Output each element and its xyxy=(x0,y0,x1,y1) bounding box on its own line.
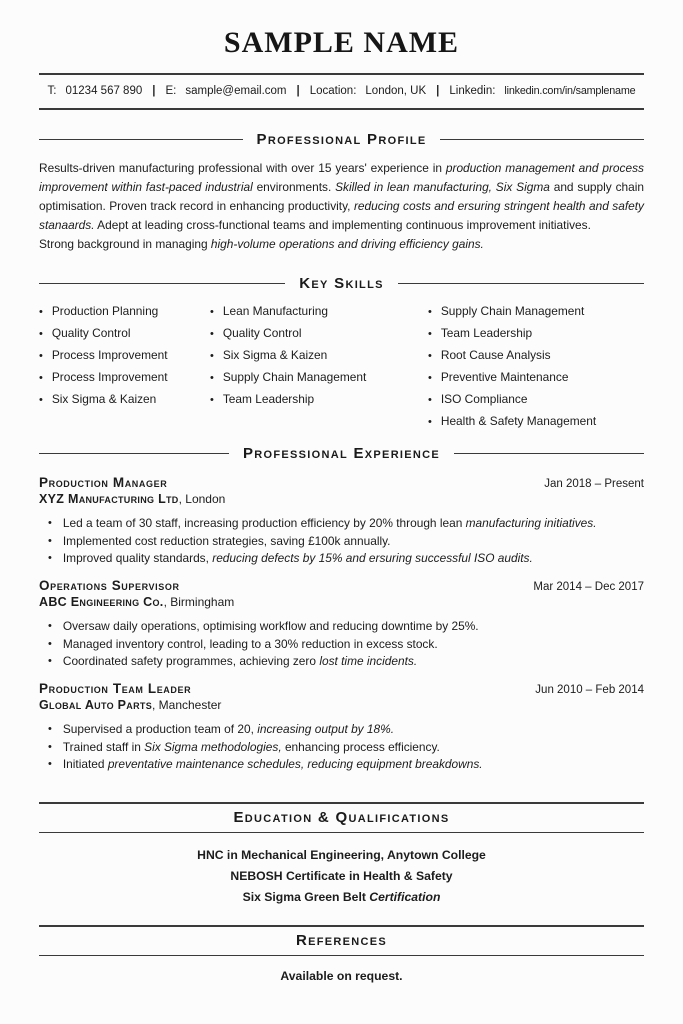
job-header xyxy=(39,578,644,593)
bullet-text xyxy=(63,758,483,771)
skill-item xyxy=(428,415,644,429)
skill-item xyxy=(210,349,428,363)
job-entry xyxy=(39,681,644,771)
skill-label: ISO Compliance xyxy=(440,392,528,406)
bullet-icon: • xyxy=(48,620,52,632)
company-name: Global Auto Parts xyxy=(39,698,152,712)
job-bullet xyxy=(39,638,644,651)
bullet-icon: • xyxy=(39,372,43,384)
skill-label: Supply Chain Management xyxy=(222,370,367,384)
skill-item xyxy=(428,349,644,363)
text-segment: manufacturing initiatives. xyxy=(465,516,597,530)
bullet-icon: • xyxy=(39,306,43,318)
job-bullet xyxy=(39,758,644,771)
text-segment: Coordinated safety programmes, achieving zero xyxy=(62,654,320,668)
bullet-icon: • xyxy=(48,534,52,547)
bullet-text xyxy=(63,741,440,754)
job-entry xyxy=(39,578,644,668)
skill-item xyxy=(39,349,210,363)
text-segment: Led a team of 30 staff, increasing production efficiency by 20% through lean xyxy=(62,516,466,530)
skill-item xyxy=(210,305,428,319)
skill-label: Six Sigma & Kaizen xyxy=(222,348,328,362)
bullet-text xyxy=(63,655,417,668)
text-segment: Oversaw daily operations, optimising workflow and reducing downtime by 25%. xyxy=(62,619,479,633)
skill-label: Production Planning xyxy=(51,304,159,318)
text-segment: environments. xyxy=(256,180,336,194)
skill-item xyxy=(210,327,428,341)
skill-label: Preventive Maintenance xyxy=(440,370,569,384)
contact-value: linkedin.com/in/samplename xyxy=(504,85,636,97)
skill-item xyxy=(428,327,644,341)
profile-paragraph xyxy=(39,235,644,254)
skill-label: Six Sigma & Kaizen xyxy=(51,392,157,406)
contact-value: London, UK xyxy=(365,85,427,97)
text-segment: Six Sigma methodologies, xyxy=(144,739,282,754)
contact-separator: | xyxy=(152,85,156,97)
job-bullet xyxy=(39,741,644,754)
section-title-education: Education & Qualifications xyxy=(233,809,450,826)
section-title-experience: Professional Experience xyxy=(242,445,441,462)
job-entry xyxy=(39,475,644,565)
bullet-icon: • xyxy=(39,350,43,362)
bullet-icon: • xyxy=(428,306,432,318)
section-header-profile xyxy=(39,131,644,148)
bullet-icon: • xyxy=(39,328,43,340)
bullet-icon: • xyxy=(48,723,52,735)
job-dates: Jun 2010 – Feb 2014 xyxy=(535,684,644,696)
job-bullet-list xyxy=(39,620,644,668)
skill-item xyxy=(428,305,644,319)
bullet-icon: • xyxy=(210,372,214,384)
text-segment: increasing output by 18%. xyxy=(257,722,395,736)
divider xyxy=(39,453,229,454)
job-header xyxy=(39,681,644,696)
job-title: Operations Supervisor xyxy=(39,578,180,593)
bullet-icon: • xyxy=(48,655,52,667)
text-segment: high-volume operations and driving efficiency gains. xyxy=(210,237,484,251)
text-segment: Managed inventory control, leading to a 30% reduction in excess stock. xyxy=(62,636,438,651)
bullet-icon: • xyxy=(210,306,214,318)
bullet-icon: • xyxy=(48,637,52,650)
skills-column-3 xyxy=(428,305,644,437)
skill-item xyxy=(210,371,428,385)
bullet-text xyxy=(63,517,597,530)
section-header-experience xyxy=(39,445,644,462)
job-dates: Mar 2014 – Dec 2017 xyxy=(533,581,644,593)
contact-label: T: xyxy=(47,85,57,97)
bullet-icon: • xyxy=(48,517,52,529)
bullet-icon: • xyxy=(48,740,52,753)
text-segment: lost time incidents. xyxy=(319,654,418,668)
job-bullet xyxy=(39,517,644,530)
section-title-skills: Key Skills xyxy=(299,275,384,292)
skills-grid xyxy=(39,305,644,437)
bullet-icon: • xyxy=(39,394,43,406)
company-name: XYZ Manufacturing Ltd xyxy=(39,492,179,506)
skills-column-2 xyxy=(210,305,428,437)
text-segment: Certification xyxy=(369,890,441,904)
skill-label: Quality Control xyxy=(222,326,302,340)
contact-value: 01234 567 890 xyxy=(65,85,143,97)
profile-text xyxy=(39,159,644,254)
contact-value: sample@email.com xyxy=(185,85,287,97)
bullet-text xyxy=(63,620,479,633)
references-text: Available on request. xyxy=(280,969,403,983)
bullet-icon: • xyxy=(48,758,52,770)
contact-separator: | xyxy=(296,85,300,97)
text-segment: NEBOSH Certificate in Health & Safety xyxy=(230,869,453,883)
education-item xyxy=(39,887,644,908)
text-segment: production management and process improvement within fast-paced industrial xyxy=(39,161,644,194)
section-header-education xyxy=(39,802,644,833)
skill-item xyxy=(428,393,644,407)
bullet-icon: • xyxy=(428,394,432,406)
profile-paragraph xyxy=(39,159,644,235)
section-title-references: References xyxy=(295,932,388,949)
text-segment: Trained staff in xyxy=(62,739,145,754)
company-location: , Birmingham xyxy=(163,595,235,609)
contact-label: E: xyxy=(165,85,177,97)
job-company xyxy=(39,698,644,712)
skill-label: Health & Safety Management xyxy=(440,414,597,428)
divider xyxy=(39,283,285,284)
text-segment: Strong background in managing xyxy=(39,237,211,251)
skill-item xyxy=(39,393,210,407)
education-item xyxy=(39,866,644,887)
job-title: Production Manager xyxy=(39,475,168,490)
company-location: , London xyxy=(178,492,226,506)
divider xyxy=(454,453,644,454)
divider xyxy=(398,283,644,284)
text-segment: reducing defects by 15% and ersuring successful ISO audits. xyxy=(212,551,533,565)
text-segment: preventative maintenance schedules, reducing equipment breakdowns. xyxy=(107,757,483,771)
bullet-text xyxy=(63,535,391,548)
skill-label: Team Leadership xyxy=(222,392,315,406)
divider xyxy=(39,139,243,140)
company-name: ABC Engineering Co. xyxy=(39,595,164,609)
text-segment: and supply chain optimisation. Proven track record in enhancing productivity, xyxy=(39,180,644,213)
text-segment: enhancing process efficiency. xyxy=(281,739,440,754)
divider xyxy=(440,139,644,140)
bullet-text xyxy=(63,723,394,736)
job-dates: Jan 2018 – Present xyxy=(544,478,644,490)
text-segment: Initiated xyxy=(62,757,108,771)
bullet-text xyxy=(63,638,438,651)
skill-item xyxy=(39,305,210,319)
text-segment: Adept at leading cross-functional teams and implementing continuous improvement initiatives. xyxy=(94,218,591,232)
contact-label: Location: xyxy=(309,85,357,97)
skill-label: Supply Chain Management xyxy=(440,304,585,318)
job-bullet-list xyxy=(39,517,644,565)
bullet-icon: • xyxy=(428,350,432,362)
bullet-icon: • xyxy=(428,416,432,428)
skill-item xyxy=(210,393,428,407)
job-bullet xyxy=(39,535,644,548)
skill-label: Process Improvement xyxy=(51,370,168,384)
bullet-text xyxy=(63,552,533,565)
section-header-skills xyxy=(39,275,644,292)
experience-jobs xyxy=(39,475,644,771)
contact-bar xyxy=(39,75,644,108)
text-segment: Implemented cost reduction strategies, saving £100k annually. xyxy=(62,533,391,548)
job-bullet xyxy=(39,723,644,736)
section-title-profile: Professional Profile xyxy=(256,131,427,148)
job-bullet xyxy=(39,655,644,668)
skill-label: Root Cause Analysis xyxy=(440,348,551,362)
text-segment: HNC in Mechanical Engineering, Anytown College xyxy=(197,848,486,862)
bullet-icon: • xyxy=(428,372,432,384)
divider xyxy=(39,108,644,110)
bullet-icon: • xyxy=(210,328,214,340)
skill-item xyxy=(428,371,644,385)
page-title: SAMPLE NAME xyxy=(223,26,460,59)
skill-label: Quality Control xyxy=(51,326,131,340)
education-items xyxy=(39,833,644,924)
section-header-references xyxy=(39,925,644,956)
skill-label: Process Improvement xyxy=(51,348,168,362)
job-company xyxy=(39,595,644,609)
skill-item xyxy=(39,327,210,341)
text-segment: Supervised a production team of 20, xyxy=(62,722,258,736)
text-segment: Skilled in lean manufacturing, Six Sigma xyxy=(335,180,554,194)
education-item xyxy=(39,845,644,866)
skill-item xyxy=(39,371,210,385)
contact-separator: | xyxy=(436,85,440,97)
text-segment: Results-driven manufacturing professional with over 15 years' experience in xyxy=(39,161,446,175)
skill-label: Team Leadership xyxy=(440,326,533,340)
bullet-icon: • xyxy=(210,394,214,406)
text-segment: reducing costs and ersuring stringent health and safety stanaards. xyxy=(39,199,645,232)
text-segment: Improved quality standards, xyxy=(62,551,213,565)
company-location: , Manchester xyxy=(152,698,222,712)
job-company xyxy=(39,492,644,506)
skill-label: Lean Manufacturing xyxy=(222,304,328,318)
contact-label: Linkedin: xyxy=(449,85,496,97)
bullet-icon: • xyxy=(210,350,214,362)
bullet-icon: • xyxy=(48,552,52,564)
job-bullet xyxy=(39,552,644,565)
job-bullet-list xyxy=(39,723,644,771)
job-title: Production Team Leader xyxy=(39,681,192,696)
skills-column-1 xyxy=(39,305,210,437)
bullet-icon: • xyxy=(428,328,432,340)
job-bullet xyxy=(39,620,644,633)
job-header xyxy=(39,475,644,490)
text-segment: Six Sigma Green Belt xyxy=(242,890,370,904)
